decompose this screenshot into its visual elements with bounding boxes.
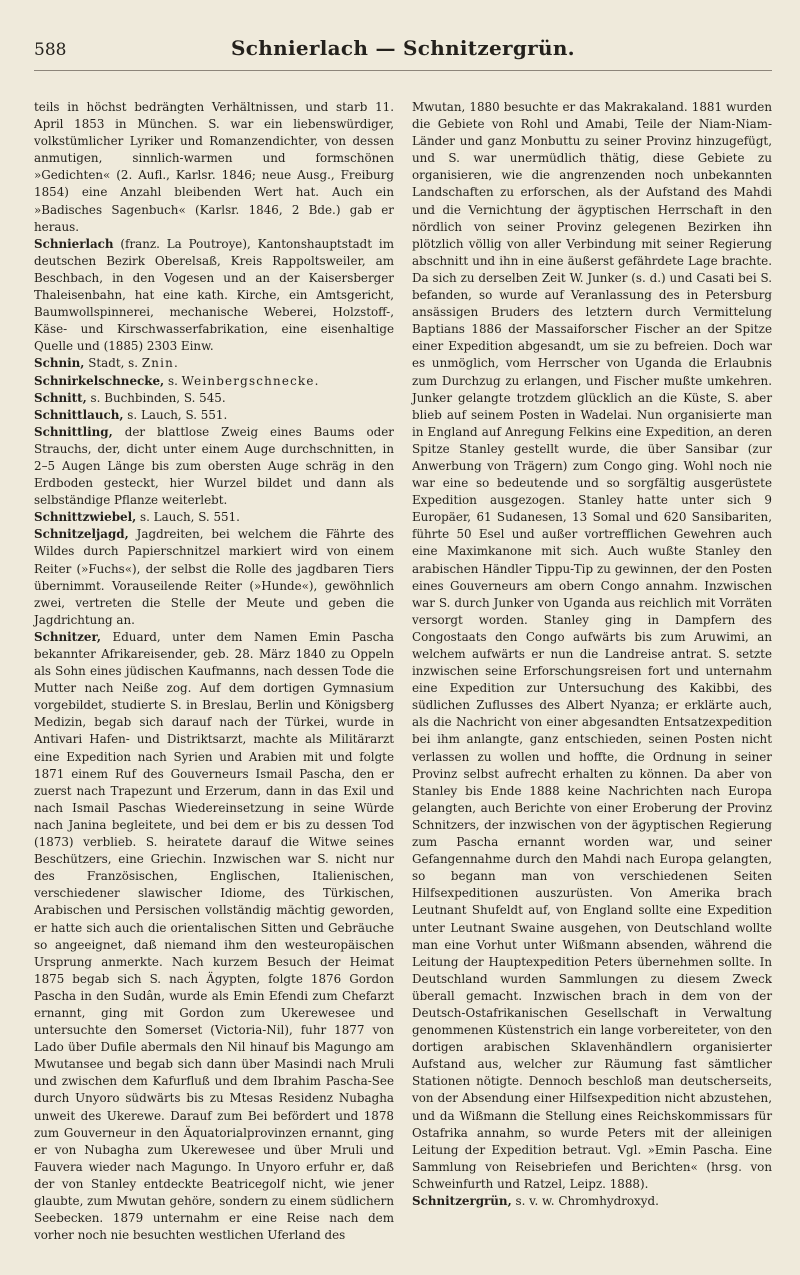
headword: Schnirkelschnecke,	[34, 373, 165, 388]
entry-text: s. v. w. Chromhydroxyd.	[511, 1194, 659, 1208]
headword: Schnittling,	[34, 424, 113, 439]
headword: Schnitzeljagd,	[34, 527, 129, 542]
right-column	[412, 99, 772, 1244]
continued-paragraph: teils in höchst bedrängten Verhältnissen, und starb 11. April 1853 in München. S. war ein liebenswürdiger, volkstümlicher Lyriker und Romanzendichter, von dessen anmutigen, sinnlich-warmen und formschönen »Gedichten« (2. Aufl., Karlsr. 1846; neue Ausg., Freiburg 1854) eine Anzahl bleibenden Wert hat. Auch ein »Badisches Sagenbuch« (Karlsr. 1846, 2 Bde.) gab er heraus.	[34, 100, 394, 234]
entry-text: Stadt, s.	[84, 356, 142, 371]
entry-schnitzer	[34, 629, 394, 1244]
headword: Schnitzer,	[34, 629, 101, 644]
entry-schnitt	[34, 390, 394, 407]
continued-paragraph: Mwutan, 1880 besuchte er das Makrakaland. 1881 wurden die Gebiete von Rohl und Amabi, Teile der Niam-Niam-Länder und ganz Monbuttu zu seiner Provinz hinzugefügt, und S. war unermüdlich thätig, diese Gebiete zu organisieren, wie die angrenzenden noch unbekannten Landschaften zu erforschen, als der Aufstand des Mahdi und die Vernichtung der ägyptischen Herrschaft in den nördlich von seiner Provinz gelegenen Bezirken ihn plötzlich völlig von aller Verbindung mit seiner Regierung abschnitt und ihn in eine äußerst gefährdete Lage brachte. Da sich zu derselben Zeit W. Junker (s. d.) und Casati bei S. befanden, so wurde auf Veranlassung des in Petersburg ansässigen Bruders des letztern durch Vermittelung Baptians 1886 der Massaiforscher Fischer an der Spitze einer Expedition abgesandt, um sie zu befreien. Doch war es unmöglich, vom Herrscher von Uganda die Erlaubnis zum Durchzug zu erlangen, und Fischer mußte umkehren. Junker gelangte trotzdem glücklich an die Küste, S. aber blieb auf seinem Posten in Wadelai. Nun organisierte man in England auf Anregung Felkins eine Expedition, an deren Spitze Stanley gestellt wurde, die über Sansibar (zur Anwerbung von Trägern) zum Congo ging. Wohl noch nie war eine so bedeutende und so sorgfältig ausgerüstete Expedition ausgezogen. Stanley hatte unter sich 9 Europäer, 61 Sudanesen, 13 Somal und 620 Sansibariten, führte 50 Esel und außer vortrefflichen Gewehren auch eine Maximkanone mit sich. Auch wußte Stanley den arabischen Händler Tippu-Tip zu gewinnen, der den Posten eines Gouverneurs am obern Congo annahm. Inzwischen war S. durch Junker von Uganda aus reichlich mit Vorräten versorgt worden. Stanley ging in Dampfern des Congostaats den Congo aufwärts bis zum Aruwimi, an welchem aufwärts er nun die Landreise antrat. S. setzte inzwischen seine Erforschungsreisen fort und unternahm eine Expedition zur Untersuchung des Kakibbi, des südlichen Zuflusses des Albert Nyanza; er erklärte auch, als die Nachricht von einer abgesandten Entsatzexpedition bei ihm anlangte, ganz entschieden, seinen Posten nicht verlassen zu wollen und hoffte, die Ordnung in seiner Provinz selbst aufrecht erhalten zu können. Da aber von Stanley bis Ende 1888 keine Nachrichten nach Europa gelangten, auch Berichte von einer Eroberung der Provinz Schnitzers, der inzwischen von der ägyptischen Regierung zum Pascha ernannt worden war, und seiner Gefangennahme durch den Mahdi nach Europa gelangten, so begann man von verschiedenen Seiten Hilfsexpeditionen auszurüsten. Von Amerika brach Leutnant Shufeldt auf, von England sollte eine Expedition unter Leutnant Swaine ausgehen, von Deutschland wollte man eine Vorhut unter Wißmann absenden, während die Leitung der Hauptexpedition Peters übernehmen sollte. In Deutschland wurden Sammlungen zu diesem Zweck überall gemacht. Inzwischen brach in dem von der Deutsch-Ostafrikanischen Gesellschaft in Verwaltung genommenen Küstenstrich ein lange vorbereiteter, von den dortigen arabischen Sklavenhändlern organisierter Aufstand aus, welcher zur Räumung fast sämtlicher Stationen nötigte. Dennoch beschloß man deutscherseits, von der Absendung einer Hilfsexpedition nicht abzustehen, und da Wißmann die Stellung eines Reichskommissars für Ostafrika annahm, so wurde Peters mit der alleinigen Leitung der Expedition betraut. Vgl. »Emin Pascha. Eine Sammlung von Reisebriefen und Berichten« (hrsg. von Schweinfurth und Ratzel, Leipz. 1888).	[412, 100, 772, 1191]
headword: Schnitt,	[34, 390, 87, 405]
entry-text: (franz. La Poutroye), Kantonshauptstadt im deutschen Bezirk Oberelsaß, Kreis Rappoltsweiler, am Beschbach, in den Vogesen und an der Kaisersberger Thaleisenbahn, hat eine kath. Kirche, ein Amtsgericht, Baumwollspinnerei, mechanische Weberei, Holzstoff-, Käse- und Kirschwasserfabrikation, eine eisenhaltige Quelle und (1885) 2303 Einw.	[34, 236, 394, 354]
entry-text: der blattlose Zweig eines Baums oder Strauchs, der, dicht unter einem Auge durchschnitten, in 2–5 Augen Länge bis zum obersten Auge schräg in den Erdboden gesteckt, hier Wurzel bildet und dann als selbständige Pflanze weiterlebt.	[34, 424, 394, 508]
page-number: 588	[34, 40, 67, 60]
entry-schnirkelschnecke	[34, 373, 394, 390]
entry-text: s. Lauch, S. 551.	[136, 510, 240, 525]
entry-text: s.	[164, 373, 182, 388]
cross-reference: Znin.	[141, 356, 179, 371]
entry-text: s. Buchbinden, S. 545.	[86, 390, 226, 405]
entry-schnierlach	[34, 236, 394, 356]
page-header	[34, 36, 772, 71]
entry-text: Eduard, unter dem Namen Emin Pascha bekannter Afrikareisender, geb. 28. März 1840 zu Oppeln als Sohn eines jüdischen Kaufmanns, nach dessen Tode die Mutter nach Neiße zog. Auf dem dortigen Gymnasium vorgebildet, studierte S. in Breslau, Berlin und Königsberg Medizin, begab sich darauf nach der Türkei, wurde in Antivari Hafen- und Distriktsarzt, machte als Militärarzt eine Expedition nach Syrien und Arabien mit und folgte 1871 einem Ruf des Gouverneurs Ismail Pascha, den er zuerst nach Trapezunt und Erzerum, dann in das Exil und nach Ismail Paschas Wiedereinsetzung in seine Würde nach Janina begleitete, und bei dem er bis zu dessen Tod (1873) verblieb. S. heiratete darauf die Witwe seines Beschützers, eine Griechin. Inzwischen war S. nicht nur des Französischen, Englischen, Italienischen, verschiedener slawischer Idiome, des Türkischen, Arabischen und Persischen vollständig mächtig geworden, er hatte sich auch die orientalischen Sitten und Gebräuche so angeeignet, daß niemand ihm den westeuropäischen Ursprung anmerkte. Nach kurzem Besuch der Heimat 1875 begab sich S. nach Ägypten, folgte 1876 Gordon Pascha in den Sudân, wurde als Emin Efendi zum Chefarzt ernannt, ging mit Gordon zum Ukerewesee und untersuchte den Somerset (Victoria-Nil), fuhr 1877 von Lado über Dufile abermals den Nil hinauf bis Magungo am Mwutansee und begab sich dann über Masindi nach Mruli und zwischen dem Kafurfluß und dem Ibrahim Pascha-See durch Unyoro südwärts bis zu Mtesas Residenz Nubagha unweit des Ukerewe. Darauf zum Bei befördert und 1878 zum Gouverneur in den Äquatorialprovinzen ernannt, ging er von Nubagha zum Ukerewesee und über Mruli und Fauvera wieder nach Magungo. In Unyoro erfuhr er, daß der von Stanley entdeckte Beatricegolf nicht, wie jener glaubte, zum Mwutan gehöre, sondern zu einem südlichern Seebecken. 1879 unternahm er eine Reise nach dem vorher noch nie besuchten westlichen Uferland des	[34, 629, 394, 1243]
entry-text: s. Lauch, S. 551.	[123, 407, 228, 422]
entry-schnitzergruen	[412, 1193, 772, 1210]
headword: Schnittzwiebel,	[34, 510, 137, 525]
text-columns	[34, 99, 772, 1244]
headword: Schnierlach	[34, 236, 114, 251]
left-column	[34, 99, 394, 1244]
entry-schnittlauch	[34, 407, 394, 424]
entry-text: Jagdreiten, bei welchem die Fährte des Wildes durch Papierschnitzel markiert wird von einem Reiter (»Fuchs«), der selbst die Rolle des jagdbaren Tiers übernimmt. Vorauseilende Reiter (»Hunde«), gewöhnlich zwei, vertreten die Stelle der Meute und geben die Jagdrichtung an.	[34, 527, 394, 627]
entry-schnin	[34, 355, 394, 372]
entry-schnittling	[34, 424, 394, 509]
cross-reference: Weinbergschnecke.	[181, 373, 320, 388]
entry-schnitzeljagd	[34, 526, 394, 629]
headword: Schnittlauch,	[34, 407, 124, 422]
entry-schnittzwiebel	[34, 509, 394, 526]
headword: Schnitzergrün,	[412, 1194, 512, 1208]
headword: Schnin,	[34, 356, 85, 371]
running-title: Schnierlach — Schnitzergrün.	[231, 36, 575, 60]
